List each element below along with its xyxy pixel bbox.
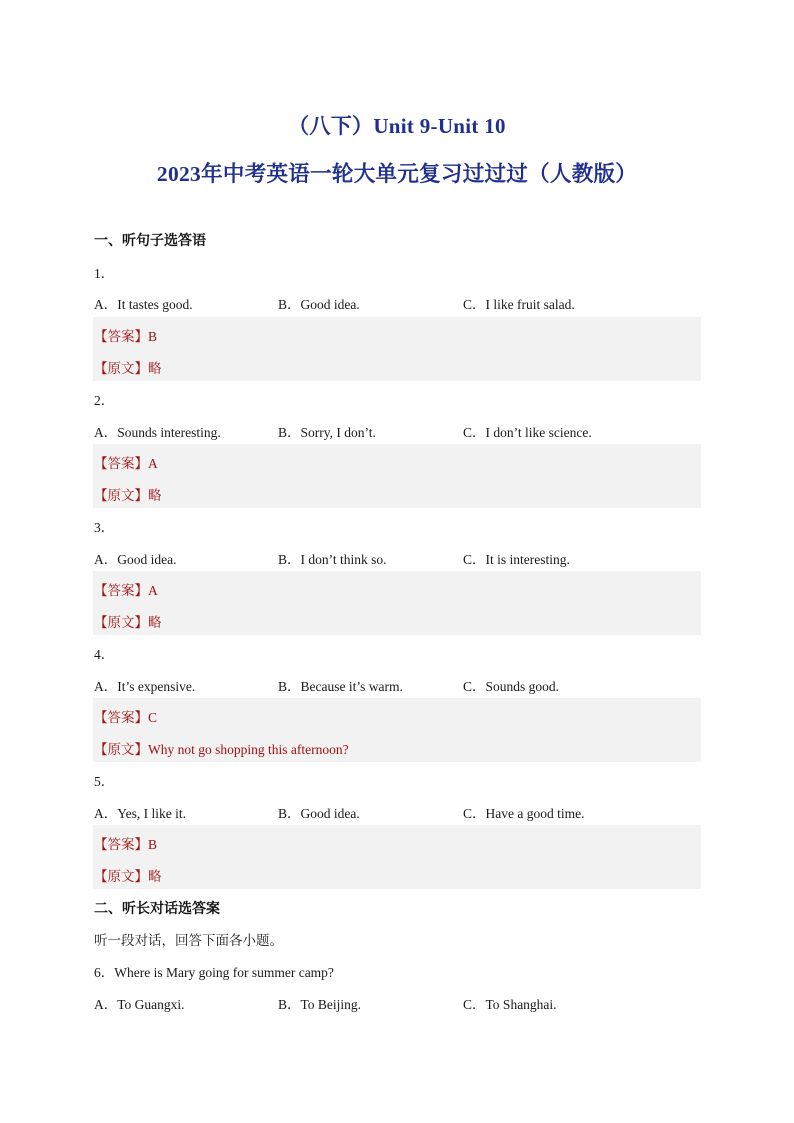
question-1-answer-box [93,317,701,381]
question-5-answer: 【答案】B [94,837,158,852]
question-3-option-a: A．Good idea. [94,552,177,567]
question-6-stem: 6．Where is Mary going for summer camp? [94,965,334,980]
question-2-answer: 【答案】A [94,456,158,471]
section-2-instruction: 听一段对话，回答下面各小题。 [94,933,283,948]
question-1-source: 【原文】略 [94,361,162,376]
question-4-number: 4． [94,647,115,662]
question-3-option-b: B．I don’t think so. [278,552,387,567]
question-2-option-a: A．Sounds interesting. [94,425,221,440]
question-5-option-a: A．Yes, I like it. [94,806,187,821]
question-6-option-c: C．To Shanghai. [463,997,557,1012]
question-1-option-b: B．Good idea. [278,297,360,312]
question-5-answer-box [93,825,701,889]
question-2-answer-box [93,444,701,508]
question-1-option-a: A．It tastes good. [94,297,193,312]
question-5-option-b: B．Good idea. [278,806,360,821]
question-4-option-b: B．Because it’s warm. [278,679,403,694]
question-2-source: 【原文】略 [94,488,162,503]
question-5-source: 【原文】略 [94,869,162,884]
question-1-answer: 【答案】B [94,329,158,344]
question-4-option-c: C．Sounds good. [463,679,560,694]
question-4-option-a: A．It’s expensive. [94,679,196,694]
question-6-option-a: A．To Guangxi. [94,997,185,1012]
question-4-answer: 【答案】C [94,710,158,725]
question-5-option-c: C．Have a good time. [463,806,585,821]
question-5-number: 5． [94,774,115,789]
question-2-number: 2． [94,393,115,408]
section-heading-2: 二、听长对话选答案 [94,902,220,917]
question-2-option-c: C．I don’t like science. [463,425,592,440]
question-3-answer-box [93,571,701,635]
question-4-source: 【原文】Why not go shopping this afternoon? [94,742,349,757]
question-3-option-c: C．It is interesting. [463,552,570,567]
section-heading-1: 一、听句子选答语 [94,234,206,249]
question-3-answer: 【答案】A [94,583,158,598]
question-1-number: 1． [94,266,115,281]
question-3-number: 3． [94,520,115,535]
question-6-option-b: B．To Beijing. [278,997,362,1012]
document-title-line2: 2023年中考英语一轮大单元复习过过过（人教版） [156,162,638,186]
question-3-source: 【原文】略 [94,615,162,630]
question-1-option-c: C．I like fruit salad. [463,297,575,312]
question-2-option-b: B．Sorry, I don’t. [278,425,376,440]
document-title-line1: （八下）Unit 9-Unit 10 [288,114,506,138]
